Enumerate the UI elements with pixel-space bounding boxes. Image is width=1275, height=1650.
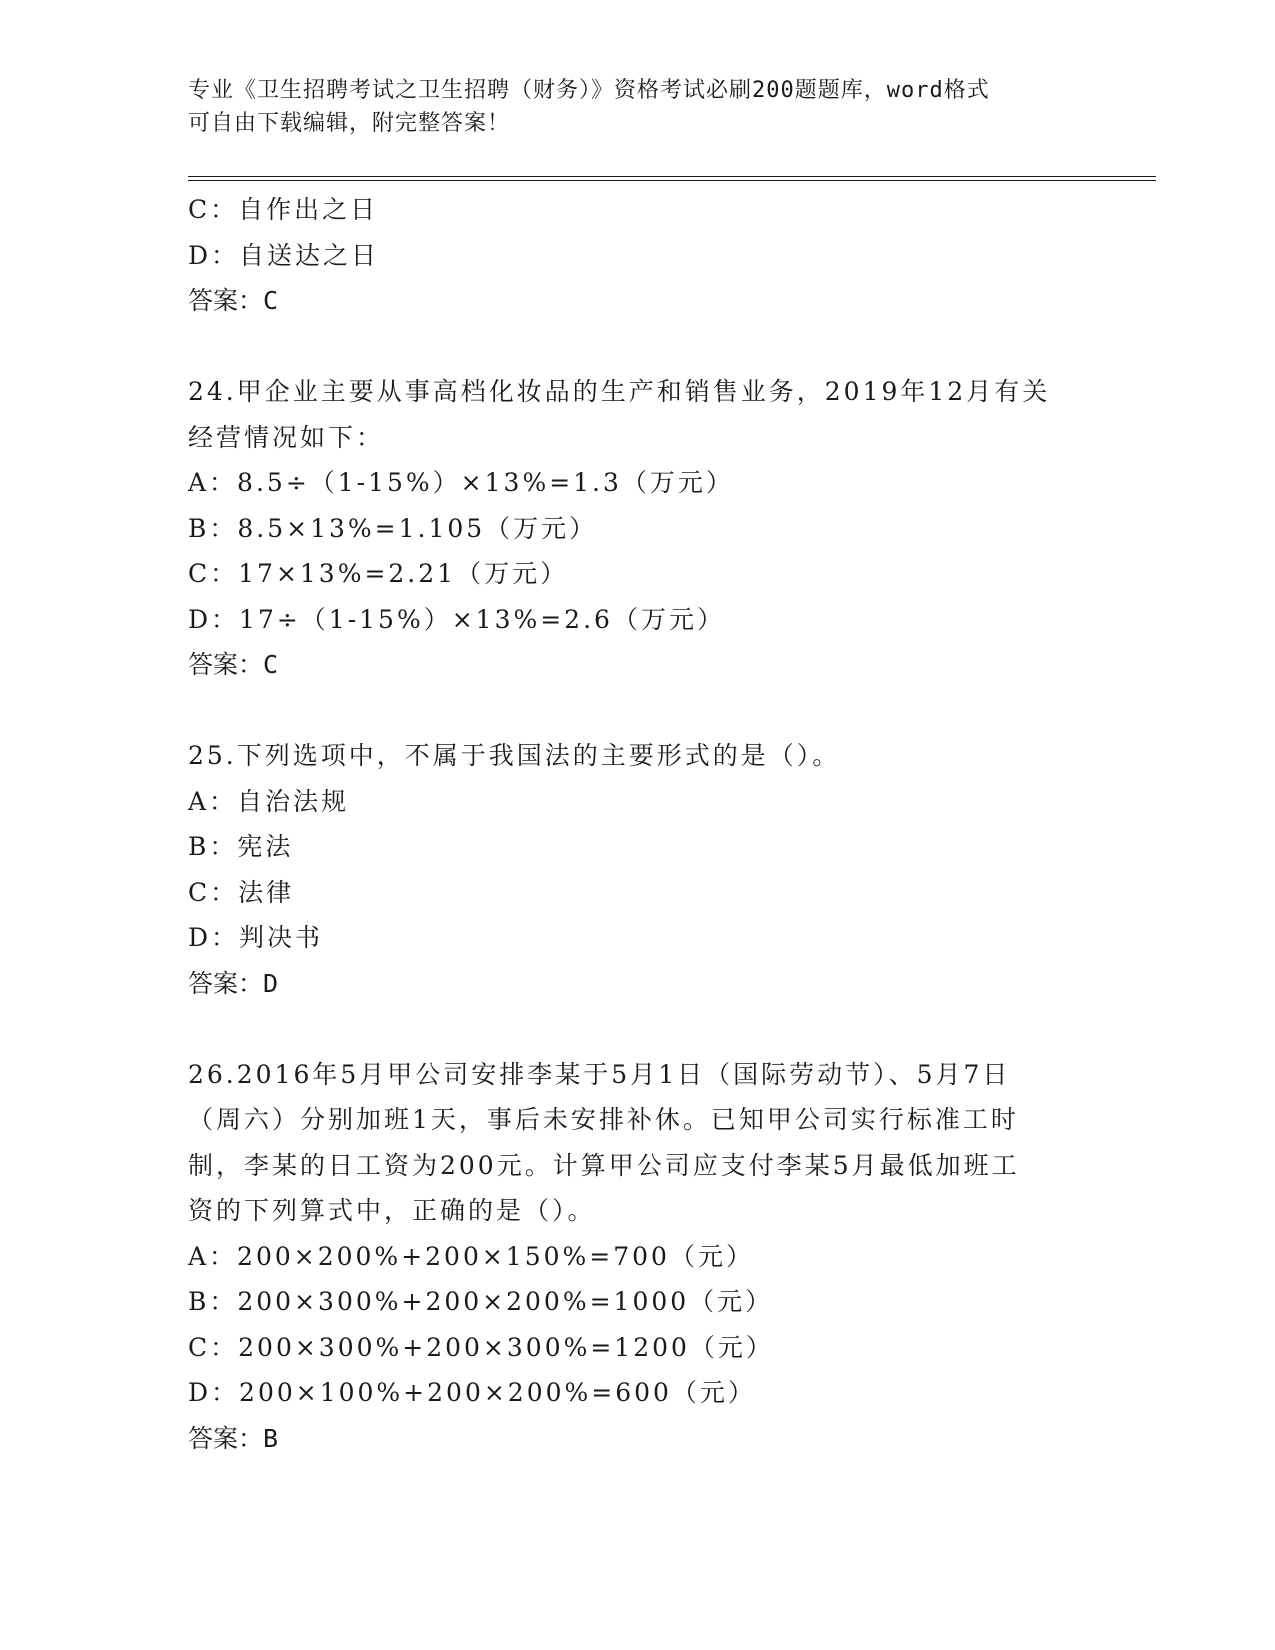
option-d: D：自送达之日 [188, 240, 380, 270]
answer-line: 答案：B [188, 1423, 279, 1453]
header-title-line-1: 专业《卫生招聘考试之卫生招聘（财务）》资格考试必刷200题题库，word格式 [188, 78, 990, 103]
answer-line: 答案：C [188, 286, 279, 315]
option-a: A：200×200%+200×150%=700（元） [188, 1241, 754, 1271]
option-b: B：8.5×13%=1.105（万元） [188, 513, 598, 543]
question-spacer [188, 324, 1088, 370]
option-b: B：宪法 [188, 832, 294, 861]
option-b: B：200×300%+200×200%=1000（元） [188, 1287, 774, 1316]
option-d: D：17÷（1-15%）×13%=2.6（万元） [188, 604, 725, 634]
option-c: C：自作出之日 [188, 195, 379, 224]
question-stem: 25.下列选项中，不属于我国法的主要形式的是（）。 [188, 741, 841, 770]
option-a: A：自治法规 [188, 786, 350, 816]
question-stem: 制，李某的日工资为200元。计算甲公司应支付李某5月最低加班工 [188, 1150, 1020, 1180]
question-25 [188, 733, 1088, 1006]
question-26 [188, 1052, 1088, 1462]
question-spacer [188, 688, 1088, 734]
question-stem: 26.2016年5月甲公司安排李某于5月1日（国际劳动节）、5月7日 [188, 1059, 1011, 1089]
question-stem: （周六）分别加班1天，事后未安排补休。已知甲公司实行标准工时 [188, 1105, 1019, 1134]
question-24 [188, 369, 1088, 688]
question-stem: 资的下列算式中，正确的是（）。 [188, 1196, 596, 1225]
question-content [188, 187, 1088, 1461]
header-divider [188, 176, 1156, 181]
answer-line: 答案：D [188, 968, 279, 998]
option-d: D：200×100%+200×200%=600（元） [188, 1378, 756, 1407]
option-c: C：17×13%=2.21（万元） [188, 559, 569, 588]
answer-line: 答案：C [188, 650, 279, 679]
question-spacer [188, 1006, 1088, 1052]
option-a: A：8.5÷（1-15%）×13%=1.3（万元） [188, 468, 734, 497]
question-stem: 经营情况如下： [188, 422, 385, 452]
previous-question-tail [188, 187, 1088, 324]
option-c: C：200×300%+200×300%=1200（元） [188, 1332, 774, 1362]
header-title-line-2: 可自由下载编辑，附完整答案！ [188, 111, 511, 136]
question-stem: 24.甲企业主要从事高档化妆品的生产和销售业务，2019年12月有关 [188, 377, 1051, 406]
option-d: D：判决书 [188, 923, 324, 952]
document-header [188, 74, 1088, 140]
option-c: C：法律 [188, 877, 295, 907]
